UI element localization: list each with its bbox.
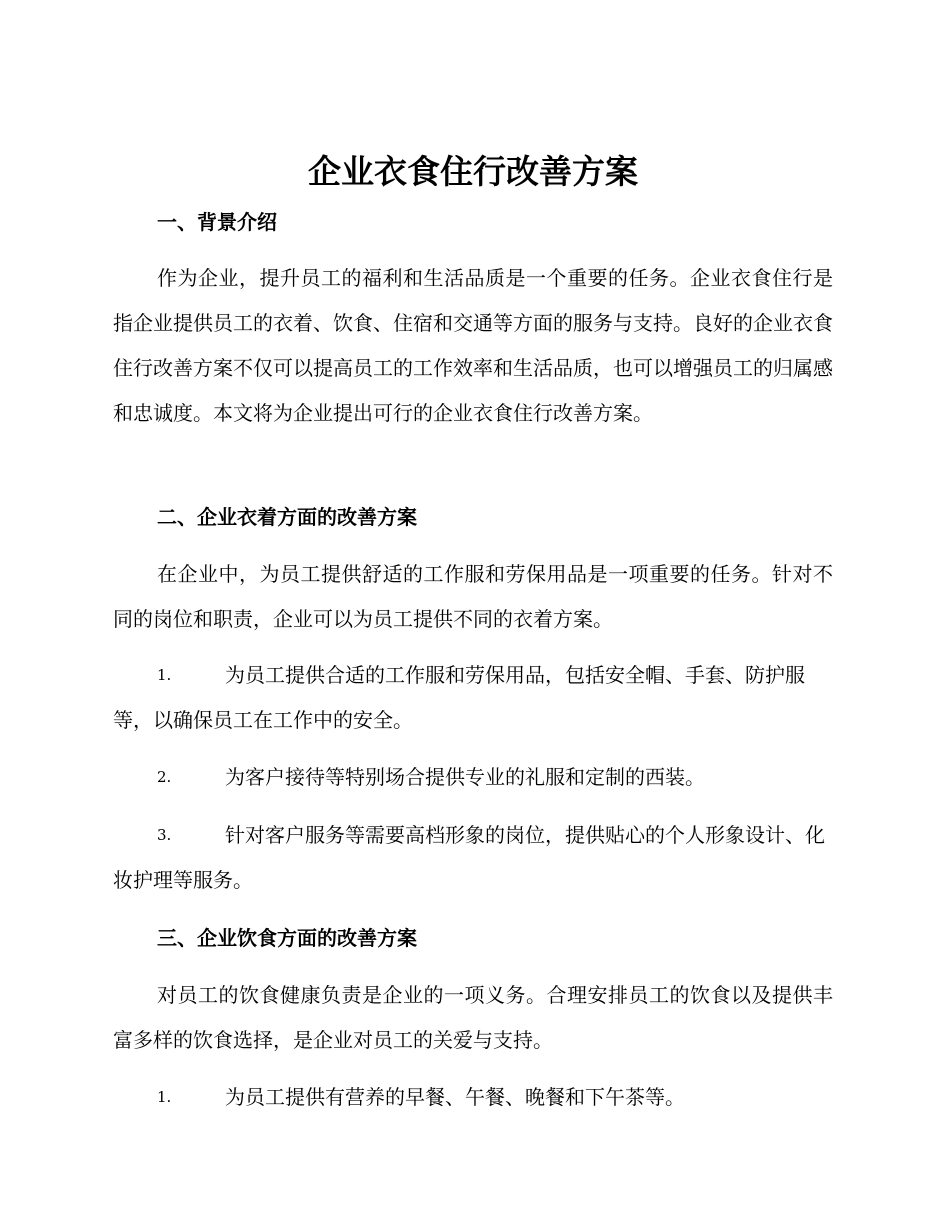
- list-text: 为客户接待等特别场合提供专业的礼服和定制的西装。: [225, 765, 705, 789]
- section-heading-clothing: 二、企业衣着方面的改善方案: [157, 505, 417, 529]
- list-item: [113, 755, 833, 800]
- section-paragraph-background: 作为企业，提升员工的福利和生活品质是一个重要的任务。企业衣食住行是指企业提供员工的衣着、饮食、住宿和交通等方面的服务与支持。良好的企业衣食住行改善方案不仅可以提高员工的工作效率和生活品质，也可以增强员工的归属感和忠诚度。本文将为企业提出可行的企业衣食住行改善方案。: [113, 266, 833, 425]
- list-text: 为员工提供有营养的早餐、午餐、晚餐和下午茶等。: [225, 1085, 685, 1109]
- list-item: [113, 653, 833, 743]
- section-paragraph-food: 对员工的饮食健康负责是企业的一项义务。合理安排员工的饮食以及提供丰富多样的饮食选择，是企业对员工的关爱与支持。: [113, 983, 833, 1052]
- list-text: 为员工提供合适的工作服和劳保用品，包括安全帽、手套、防护服等，以确保员工在工作中的安全。: [113, 663, 805, 732]
- section-heading-background: 一、背景介绍: [157, 210, 277, 234]
- section-paragraph-clothing: 在企业中，为员工提供舒适的工作服和劳保用品是一项重要的任务。针对不同的岗位和职责，企业可以为员工提供不同的衣着方案。: [113, 562, 833, 631]
- list-item: [113, 1075, 833, 1120]
- section-heading-food: 三、企业饮食方面的改善方案: [157, 926, 417, 950]
- list-number: 3.: [157, 826, 172, 844]
- document-title: 企业衣食住行改善方案: [308, 152, 638, 191]
- list-number: 1.: [157, 666, 172, 684]
- list-item: [113, 813, 833, 903]
- list-number: 1.: [157, 1088, 172, 1106]
- list-text: 针对客户服务等需要高档形象的岗位，提供贴心的个人形象设计、化妆护理等服务。: [113, 823, 825, 892]
- list-number: 2.: [157, 768, 172, 786]
